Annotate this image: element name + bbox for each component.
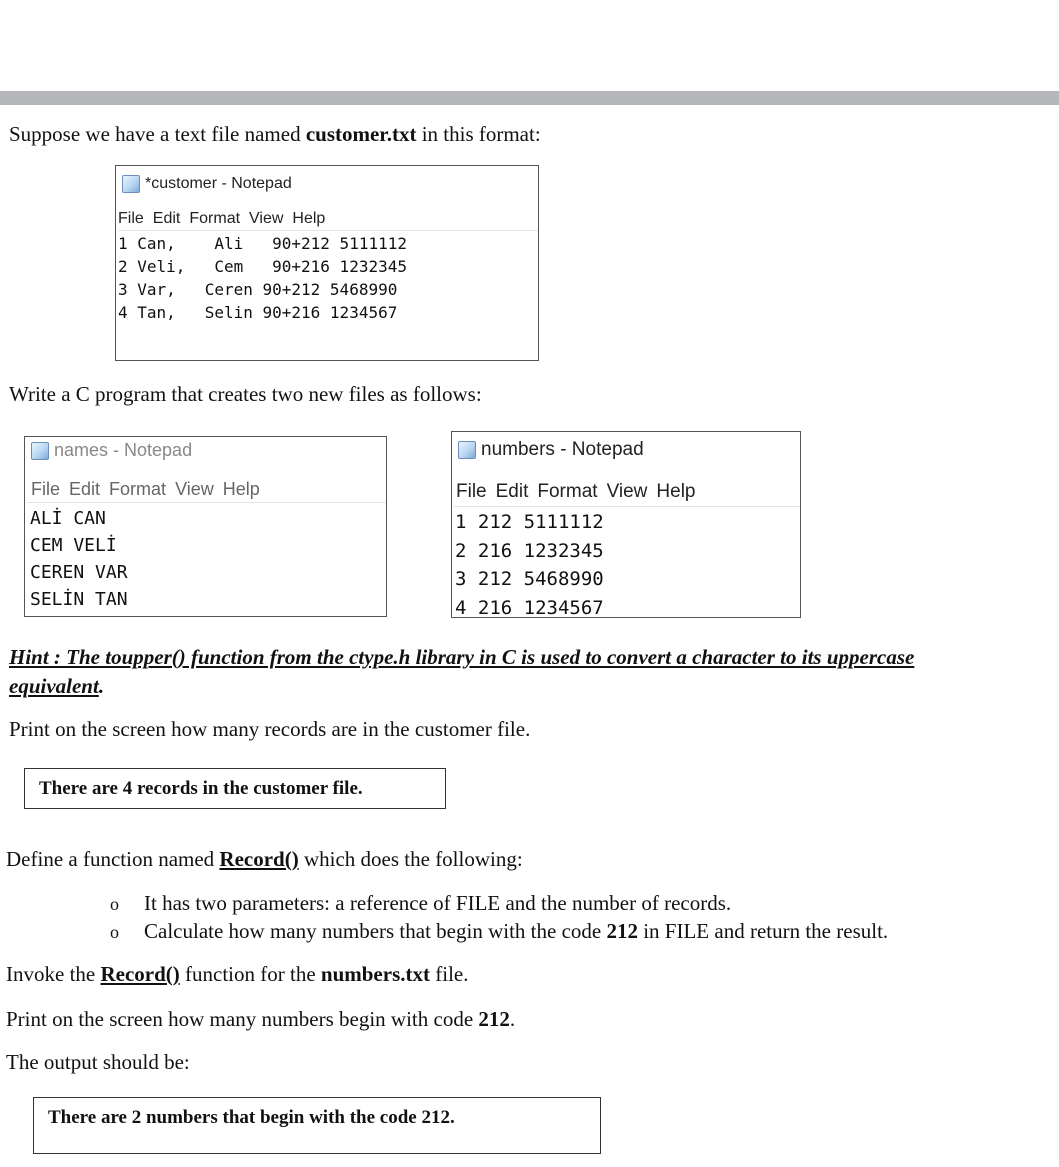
text-line: 1 212 5111112: [455, 511, 604, 533]
customer-notepad-window: [115, 165, 539, 361]
customer-text-area[interactable]: [118, 232, 407, 324]
header-divider-bar: [0, 91, 1059, 105]
bullet-parameters: It has two parameters: a reference of FILE and the number of records.: [144, 891, 732, 915]
menu-format[interactable]: Format: [109, 479, 167, 499]
print-records-instruction: Print on the screen how many records are in the customer file.: [9, 717, 531, 741]
intro-filename: customer.txt: [305, 122, 417, 146]
text-line: 3 212 5468990: [455, 568, 604, 590]
menu-help[interactable]: Help: [292, 210, 326, 227]
invoke-text-mid: function for the: [179, 962, 321, 986]
names-menu-bar: [27, 477, 386, 503]
define-function-paragraph: [6, 847, 523, 871]
numbers-window-title: numbers - Notepad: [481, 439, 644, 460]
text-line: 1 Can, Ali 90+212 5111112: [118, 234, 407, 253]
menu-edit[interactable]: Edit: [495, 481, 529, 502]
bullet-marker: o: [110, 894, 119, 914]
menu-help[interactable]: Help: [222, 479, 260, 499]
text-line: ALİ CAN: [30, 508, 106, 529]
customer-window-title-bar: [122, 175, 292, 193]
numbers-window-title-bar: [458, 439, 644, 461]
menu-file[interactable]: File: [456, 481, 487, 502]
hint-body: Hint : The toupper() function from the ctype.h library in C is used to convert a character to its uppercase equivalent: [9, 645, 915, 698]
bullet-calculate-text-end: in FILE and return the result.: [637, 919, 889, 943]
text-line: 2 216 1232345: [455, 539, 604, 562]
print-numbers-paragraph: [6, 1007, 515, 1031]
notepad-icon: [122, 175, 140, 193]
names-text-area[interactable]: [30, 505, 128, 613]
menu-edit[interactable]: Edit: [152, 210, 181, 227]
bullet-marker: o: [110, 922, 119, 942]
bullet-calculate: [144, 919, 888, 943]
intro-text: Suppose we have a text file named: [9, 122, 306, 146]
invoke-filename: numbers.txt: [320, 962, 430, 986]
text-line: 4 Tan, Selin 90+216 1234567: [118, 303, 398, 322]
record-function-name: Record(): [100, 962, 180, 986]
records-output-text: There are 4 records in the customer file.: [39, 777, 363, 799]
final-output-text: There are 2 numbers that begin with the code 212.: [48, 1107, 455, 1128]
menu-view[interactable]: View: [606, 481, 648, 502]
print-numbers-end: .: [509, 1007, 516, 1031]
invoke-text-end: file.: [430, 962, 469, 986]
invoke-text: Invoke the: [6, 962, 101, 986]
menu-view[interactable]: View: [249, 210, 284, 227]
menu-file[interactable]: File: [118, 210, 144, 227]
output-label: The output should be:: [6, 1050, 190, 1074]
text-line: CEREN VAR: [30, 562, 128, 583]
hint-text: [9, 643, 1009, 701]
records-output-box: [24, 768, 446, 809]
bullet-calculate-text: Calculate how many numbers that begin with the code: [144, 919, 607, 943]
menu-view[interactable]: View: [175, 479, 214, 499]
bullet-code: 212: [606, 919, 638, 943]
intro-text-end: in this format:: [416, 122, 541, 146]
menu-file[interactable]: File: [31, 479, 61, 499]
define-text-end: which does the following:: [298, 847, 523, 871]
text-line: 3 Var, Ceren 90+212 5468990: [118, 280, 398, 299]
names-window-title-bar: [31, 440, 192, 461]
numbers-notepad-window: [451, 431, 801, 618]
names-window-title: names - Notepad: [54, 440, 193, 460]
record-function-name: Record(): [219, 847, 299, 871]
print-numbers-text: Print on the screen how many numbers begin with code: [6, 1007, 479, 1031]
menu-format[interactable]: Format: [189, 210, 241, 227]
intro-paragraph: [9, 122, 541, 146]
final-output-box: [33, 1097, 601, 1154]
text-line: SELİN TAN: [30, 589, 128, 610]
notepad-icon: [458, 441, 476, 459]
menu-edit[interactable]: Edit: [69, 479, 101, 499]
print-numbers-code: 212: [478, 1007, 510, 1031]
invoke-paragraph: [6, 962, 468, 986]
customer-window-title: *customer - Notepad: [145, 175, 292, 192]
menu-help[interactable]: Help: [656, 481, 696, 502]
notepad-icon: [31, 442, 49, 460]
text-line: 2 Veli, Cem 90+216 1232345: [118, 257, 407, 276]
define-text: Define a function named: [6, 847, 220, 871]
customer-menu-bar: [118, 209, 538, 231]
numbers-menu-bar: [454, 479, 800, 507]
text-line: CEM VELİ: [30, 535, 117, 556]
numbers-text-area[interactable]: [455, 508, 604, 622]
menu-format[interactable]: Format: [537, 481, 598, 502]
names-notepad-window: [24, 436, 387, 617]
hint-period: .: [98, 674, 105, 698]
write-prompt-text: Write a C program that creates two new files as follows:: [9, 382, 482, 406]
text-line: 4 216 1234567: [455, 596, 604, 619]
